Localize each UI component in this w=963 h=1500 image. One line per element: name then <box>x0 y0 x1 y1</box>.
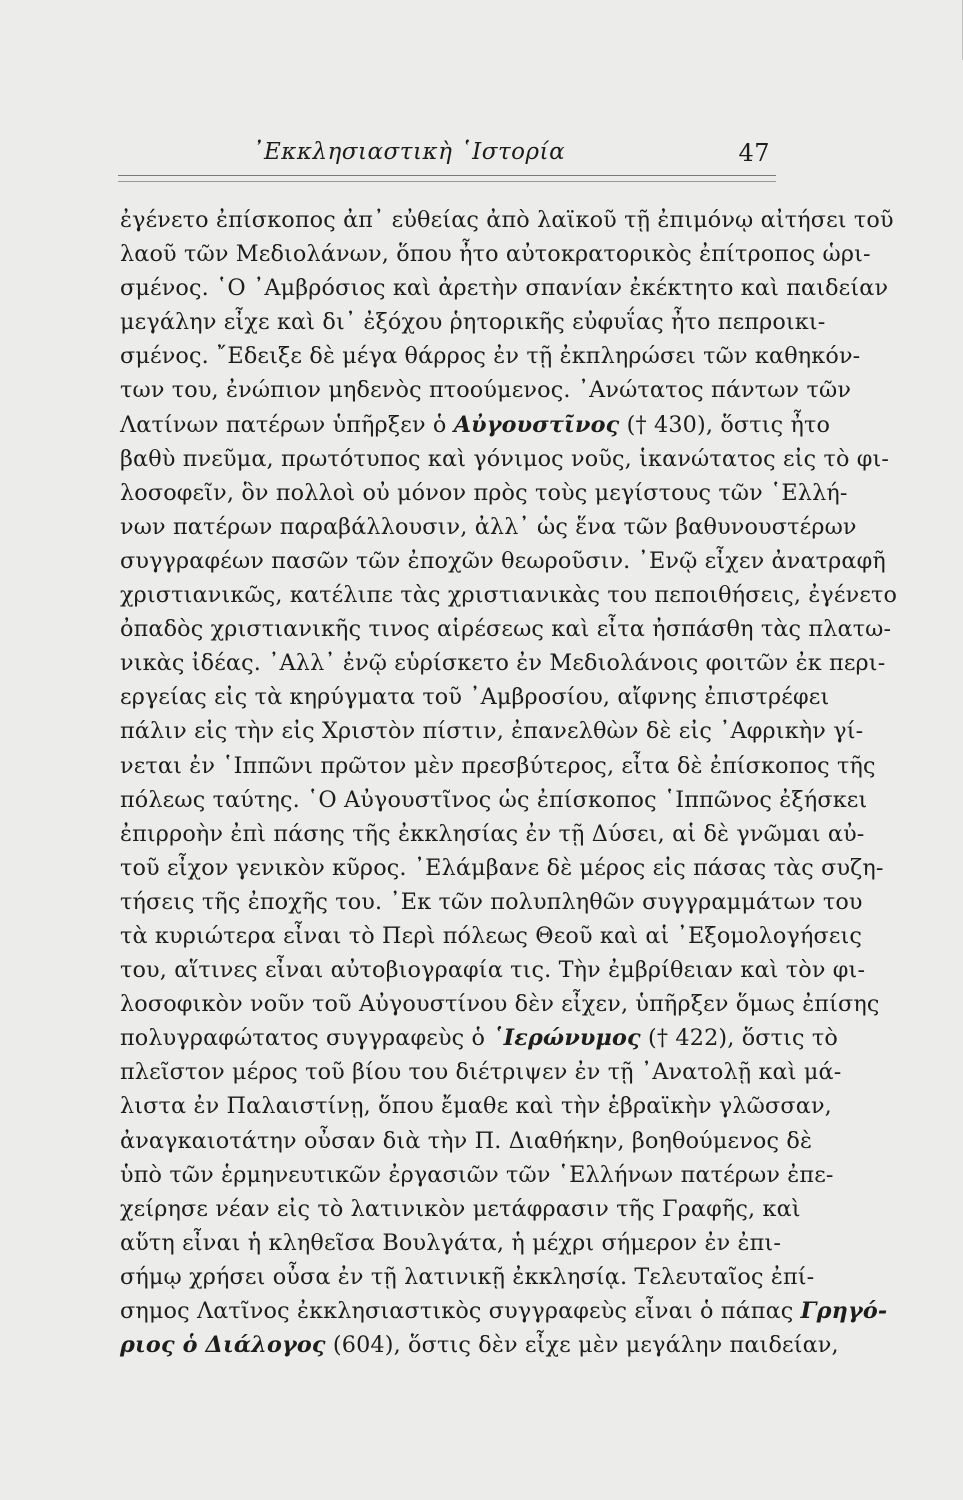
text-line <box>120 237 871 271</box>
line-text: των του, ἐνώπιον μηδενὸς πτοούμενος. ᾿Ανώτατος πάντων τῶν <box>120 377 852 404</box>
text-line <box>120 1328 839 1362</box>
line-text: χείρησε νέαν εἰς τὸ λατινικὸν μετάφρασιν τῆς Γραφῆς, καὶ <box>120 1195 801 1222</box>
line-text: σήμῳ χρήσει οὖσα ἐν τῇ λατινικῇ ἐκκλησίᾳ. Τελευταῖος ἐπί- <box>120 1263 815 1290</box>
text-line <box>120 1294 888 1328</box>
line-text: τήσεις τῆς ἐποχῆς του. ᾿Εκ τῶν πολυπληθῶν συγγραμμάτων του <box>120 888 863 915</box>
text-line <box>120 953 866 987</box>
line-text: τὰ κυριώτερα εἶναι τὸ Περὶ πόλεως Θεοῦ καὶ αἱ ᾿Εξομολογήσεις <box>120 922 863 949</box>
text-line <box>120 1089 832 1123</box>
line-text: λοσοφεῖν, ὃν πολλοὶ οὐ μόνον πρὸς τοὺς μεγίστους τῶν ῾Ελλή- <box>120 479 848 506</box>
line-text: ὀπαδὸς χριστιανικῆς τινος αἱρέσεως καὶ εἶτα ἠσπάσθη τὰς πλατω- <box>120 616 892 643</box>
line-text: σμένος. ῾Ο ᾿Αμβρόσιος καὶ ἀρετὴν σπανίαν ἐκέκτητο καὶ παιδείαν <box>120 275 889 302</box>
text-line <box>120 305 826 339</box>
line-text: βαθὺ πνεῦμα, πρωτότυπος καὶ γόνιμος νοῦς, ἱκανώτατος εἰς τὸ φι- <box>120 445 890 472</box>
text-line <box>120 578 898 612</box>
text-line <box>120 408 831 442</box>
line-text: πάλιν εἰς τὴν εἰς Χριστὸν πίστιν, ἐπανελθὼν δὲ εἰς ᾿Αφρικὴν γί- <box>120 718 864 745</box>
emphasized-name-gregory: Γρηγό- <box>800 1298 888 1324</box>
line-text-after-name: († 422), ὅστις τὸ <box>640 1025 838 1052</box>
emphasized-name-augustine: Αὐγουστῖνος <box>453 411 620 438</box>
page-edge-mark <box>950 0 963 60</box>
line-text: πλεῖστον μέρος τοῦ βίου του διέτριψεν ἐν τῇ ᾿Ανατολῇ καὶ μά- <box>120 1059 842 1086</box>
running-title: ᾿Εκκλησιαστικὴ ῾Ιστορία <box>252 139 566 165</box>
line-text: πόλεως ταύτης. ῾Ο Αὐγουστῖνος ὡς ἐπίσκοπος ῾Ιππῶνος ἐξήσκει <box>120 786 868 813</box>
page-number: 47 <box>738 139 770 167</box>
text-line <box>120 1021 838 1055</box>
header-rule <box>118 175 776 178</box>
text-line <box>120 612 892 646</box>
line-text: σμένος. ῎Εδειξε δὲ μέγα θάρρος ἐν τῇ ἐκπληρώσει τῶν καθηκόν- <box>120 343 861 370</box>
text-line <box>120 749 876 783</box>
line-text: νικὰς ἰδέας. ᾿Αλλ᾿ ἐνῷ εὑρίσκετο ἐν Μεδιολάνοις φοιτῶν ἐκ περι- <box>120 650 886 677</box>
text-line <box>120 1055 842 1089</box>
line-text: λιστα ἐν Παλαιστίνῃ, ὅπου ἔμαθε καὶ τὴν ἑβραϊκὴν γλῶσσαν, <box>120 1093 832 1120</box>
text-line <box>120 339 861 373</box>
text-line <box>120 714 864 748</box>
emphasized-name-jerome: ῾Ιερώνυμος <box>492 1025 641 1052</box>
line-text: ἐγένετο ἐπίσκοπος ἀπ᾿ εὐθείας ἀπὸ λαϊκοῦ τῇ ἐπιμόνῳ αἰτήσει τοῦ <box>120 207 894 233</box>
text-line <box>120 885 863 919</box>
text-line <box>120 646 886 680</box>
text-line <box>120 442 890 476</box>
text-line <box>120 271 889 305</box>
line-text-after-name: († 430), ὅστις ἦτο <box>619 411 831 438</box>
line-text-before-name: σημος Λατῖνος ἐκκλησιαστικὸς συγγραφεὺς εἶναι ὁ πάπας <box>120 1298 801 1324</box>
text-line <box>120 783 868 817</box>
text-line <box>120 680 830 714</box>
text-line <box>120 1260 815 1294</box>
text-line <box>120 1124 813 1158</box>
running-head <box>120 139 780 173</box>
line-text-before-name: Λατίνων πατέρων ὑπῆρξεν ὁ <box>120 411 454 438</box>
text-line <box>120 1158 834 1192</box>
text-line <box>120 1226 782 1260</box>
line-text: ἀναγκαιοτάτην οὖσαν διὰ τὴν Π. Διαθήκην, βοηθούμενος δὲ <box>120 1127 813 1154</box>
emphasized-name-gregory-continued: ριος ὁ Διάλογος <box>120 1332 326 1359</box>
text-line <box>120 510 857 544</box>
line-text-before-name: πολυγραφώτατος συγγραφεὺς ὁ <box>120 1025 493 1052</box>
text-line <box>120 851 884 885</box>
line-text: ἐπιρροὴν ἐπὶ πάσης τῆς ἐκκλησίας ἐν τῇ Δύσει, αἱ δὲ γνῶμαι αὐ- <box>120 820 865 847</box>
line-text: νων πατέρων παραβάλλουσιν, ἀλλ᾿ ὡς ἕνα τῶν βαθυνουστέρων <box>120 513 857 540</box>
line-text: αὕτη εἶναι ἡ κληθεῖσα Βουλγάτα, ἡ μέχρι σήμερον ἐν ἐπι- <box>120 1229 782 1256</box>
text-line <box>120 373 852 407</box>
body-text <box>120 203 898 1362</box>
line-text: συγγραφέων πασῶν τῶν ἐποχῶν θεωροῦσιν. ᾿Ενῷ εἶχεν ἀνατραφῆ <box>120 547 886 574</box>
line-text: λαοῦ τῶν Μεδιολάνων, ὅπου ἦτο αὐτοκρατορικὸς ἐπίτροπος ὡρι- <box>120 241 871 268</box>
line-text: νεται ἐν ῾Ιππῶνι πρῶτον μὲν πρεσβύτερος, εἶτα δὲ ἐπίσκοπος τῆς <box>120 752 876 779</box>
text-line <box>120 817 865 851</box>
line-text-after-name: (604), ὅστις δὲν εἶχε μὲν μεγάλην παιδείαν, <box>325 1332 839 1359</box>
text-line <box>120 987 880 1021</box>
line-text: του, αἵτινες εἶναι αὐτοβιογραφία τις. Τὴν ἐμβρίθειαν καὶ τὸν φι- <box>120 957 866 984</box>
line-text: χριστιανικῶς, κατέλιπε τὰς χριστιανικὰς του πεποιθήσεις, ἐγένετο <box>120 582 898 609</box>
line-text: μεγάλην εἶχε καὶ δι᾿ ἐξόχου ῥητορικῆς εὐφυΐας ἦτο πεπροικι- <box>120 309 826 336</box>
text-line <box>120 476 848 510</box>
line-text: τοῦ εἶχον γενικὸν κῦρος. ᾿Ελάμβανε δὲ μέρος εἰς πάσας τὰς συζη- <box>120 854 884 881</box>
text-line <box>120 1192 801 1226</box>
line-text: εργείας εἰς τὰ κηρύγματα τοῦ ᾿Αμβροσίου, αἴφνης ἐπιστρέφει <box>120 684 830 711</box>
text-line <box>120 919 863 953</box>
line-text: λοσοφικὸν νοῦν τοῦ Αὐγουστίνου δὲν εἶχεν, ὑπῆρξεν ὅμως ἐπίσης <box>120 991 880 1018</box>
text-line <box>120 544 886 578</box>
line-text: ὑπὸ τῶν ἑρμηνευτικῶν ἐργασιῶν τῶν ῾Ελλήνων πατέρων ἐπε- <box>120 1161 834 1188</box>
text-line <box>120 203 894 237</box>
